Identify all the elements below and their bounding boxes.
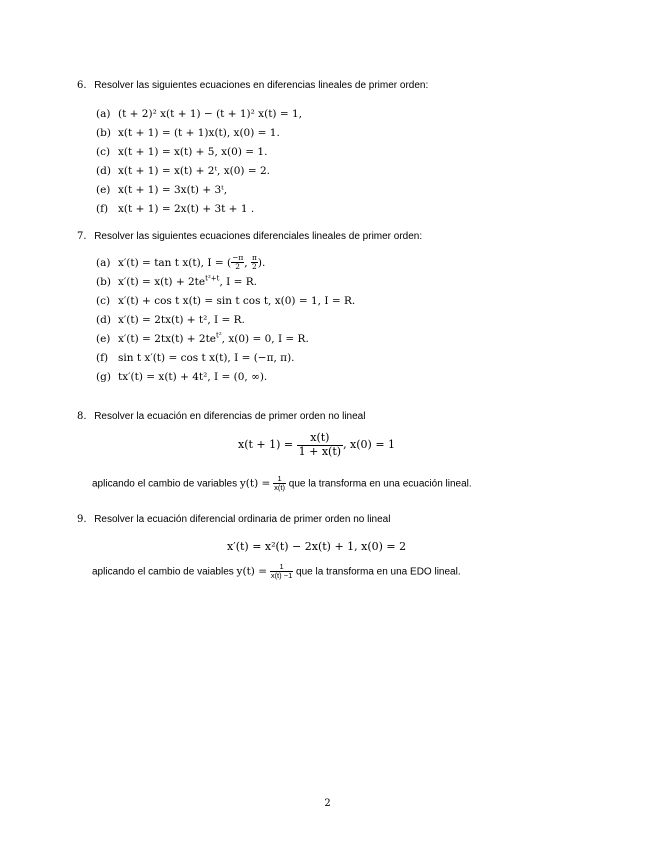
fraction-denominator: 1 + x(t) bbox=[298, 444, 342, 458]
item-label: (e) bbox=[96, 333, 111, 345]
problem-number: 9. bbox=[77, 514, 87, 525]
exponent: t² bbox=[216, 331, 222, 340]
fraction bbox=[251, 254, 258, 272]
problem-7-item-g bbox=[96, 371, 267, 383]
fraction-numerator: x(t) bbox=[297, 432, 343, 446]
problem-8-heading bbox=[77, 411, 365, 422]
item-expression: x′(t) + cos t x(t) = sin t cos t, x(0) = 1, I = R. bbox=[118, 295, 356, 307]
item-label: (d) bbox=[96, 314, 111, 326]
problem-7-item-d bbox=[96, 314, 245, 326]
item-label: (a) bbox=[96, 256, 111, 269]
problem-6-heading bbox=[77, 80, 428, 91]
problem-8-display-equation bbox=[238, 432, 395, 458]
equation-lhs: x(t + 1) = bbox=[238, 438, 294, 452]
item-expression: sin t x′(t) = cos t x(t), I = (−π, π). bbox=[118, 352, 295, 364]
problem-9-display-equation bbox=[227, 540, 406, 553]
fraction-numerator: 1 bbox=[270, 563, 293, 572]
item-expression: x(t + 1) = x(t) + 2ᵗ, x(0) = 2. bbox=[118, 165, 270, 177]
item-label: (b) bbox=[96, 276, 111, 288]
problem-statement: Resolver las siguientes ecuaciones diferenciales lineales de primer orden: bbox=[94, 231, 423, 242]
item-label: (c) bbox=[96, 295, 111, 307]
fraction bbox=[231, 254, 244, 272]
item-expression: x(t + 1) = x(t) + 5, x(0) = 1. bbox=[118, 146, 268, 158]
item-label: (g) bbox=[96, 371, 111, 383]
problem-number: 7. bbox=[77, 231, 87, 242]
instruction-text: aplicando el cambio de variables bbox=[92, 478, 240, 490]
exponent: t²+t bbox=[205, 274, 220, 283]
item-label: (b) bbox=[96, 127, 111, 139]
problem-6-item-f bbox=[96, 203, 254, 215]
item-expression: x′(t) = x(t) + 2te bbox=[118, 276, 206, 288]
item-expression: x(t + 1) = 2x(t) + 3t + 1 . bbox=[118, 203, 255, 215]
problem-6-item-d bbox=[96, 165, 270, 177]
problem-number: 6. bbox=[77, 80, 87, 91]
problem-9-heading bbox=[77, 514, 390, 525]
item-expression: tx′(t) = x(t) + 4t², I = (0, ∞). bbox=[118, 371, 268, 383]
problem-6-item-c bbox=[96, 146, 267, 158]
instruction-text-end: que la transforma en una EDO lineal. bbox=[293, 566, 461, 578]
problem-statement: Resolver la ecuación diferencial ordinaria de primer orden no lineal bbox=[94, 514, 391, 525]
item-expression-end: ). bbox=[257, 256, 266, 269]
problem-number: 8. bbox=[77, 411, 87, 422]
problem-9-instruction bbox=[92, 563, 461, 581]
item-label: (c) bbox=[96, 146, 111, 158]
fraction-numerator: −π bbox=[232, 253, 244, 262]
item-expression-end: , x(0) = 0, I = R. bbox=[221, 333, 309, 345]
fraction bbox=[270, 563, 293, 581]
page-number: 2 bbox=[324, 798, 331, 809]
fraction-denominator: x(t) bbox=[274, 483, 285, 493]
problem-statement: Resolver la ecuación en diferencias de primer orden no lineal bbox=[94, 411, 366, 422]
problem-7-heading bbox=[77, 231, 422, 242]
fraction-numerator: π bbox=[251, 253, 257, 262]
item-expression: x′(t) = 2tx(t) + t², I = R. bbox=[118, 314, 245, 326]
substitution-lhs: y(t) = bbox=[236, 565, 268, 578]
problem-6-item-b bbox=[96, 127, 280, 139]
fraction-denominator: x(t) −1 bbox=[270, 571, 293, 581]
fraction bbox=[297, 432, 343, 458]
fraction bbox=[273, 475, 286, 493]
problem-7-item-c bbox=[96, 295, 355, 307]
item-label: (d) bbox=[96, 165, 111, 177]
item-expression-end: , I = R. bbox=[219, 276, 257, 288]
fraction-denominator: 2 bbox=[252, 262, 257, 272]
problem-8-instruction bbox=[92, 475, 472, 493]
item-label: (f) bbox=[96, 203, 109, 215]
item-expression: (t + 2)² x(t + 1) − (t + 1)² x(t) = 1, bbox=[118, 108, 303, 120]
problem-6-item-a bbox=[96, 108, 302, 120]
item-label: (e) bbox=[96, 184, 111, 196]
substitution-lhs: y(t) = bbox=[239, 477, 271, 490]
item-expression: x′(t) = 2tx(t) + 2te bbox=[118, 333, 217, 345]
problem-7-item-e bbox=[96, 333, 309, 345]
item-expression: x(t + 1) = 3x(t) + 3ᵗ, bbox=[118, 184, 228, 196]
problem-7-item-b bbox=[96, 276, 257, 288]
equation: x′(t) = x²(t) − 2x(t) + 1, x(0) = 2 bbox=[227, 540, 407, 553]
item-expression: x′(t) = tan t x(t), I = ( bbox=[118, 256, 232, 269]
problem-statement: Resolver las siguientes ecuaciones en diferencias lineales de primer orden: bbox=[94, 80, 429, 91]
problem-7-item-a bbox=[96, 254, 265, 272]
fraction-denominator: 2 bbox=[235, 262, 241, 272]
item-label: (a) bbox=[96, 108, 111, 120]
item-expression: x(t + 1) = (t + 1)x(t), x(0) = 1. bbox=[118, 127, 280, 139]
fraction-numerator: 1 bbox=[273, 475, 286, 484]
item-label: (f) bbox=[96, 352, 109, 364]
problem-6-item-e bbox=[96, 184, 227, 196]
instruction-text-end: que la transforma en una ecuación lineal. bbox=[285, 478, 472, 490]
separator: , bbox=[244, 256, 251, 269]
equation-rhs: , x(0) = 1 bbox=[343, 438, 396, 452]
instruction-text: aplicando el cambio de vaiables bbox=[92, 566, 237, 578]
problem-7-item-f bbox=[96, 352, 295, 364]
